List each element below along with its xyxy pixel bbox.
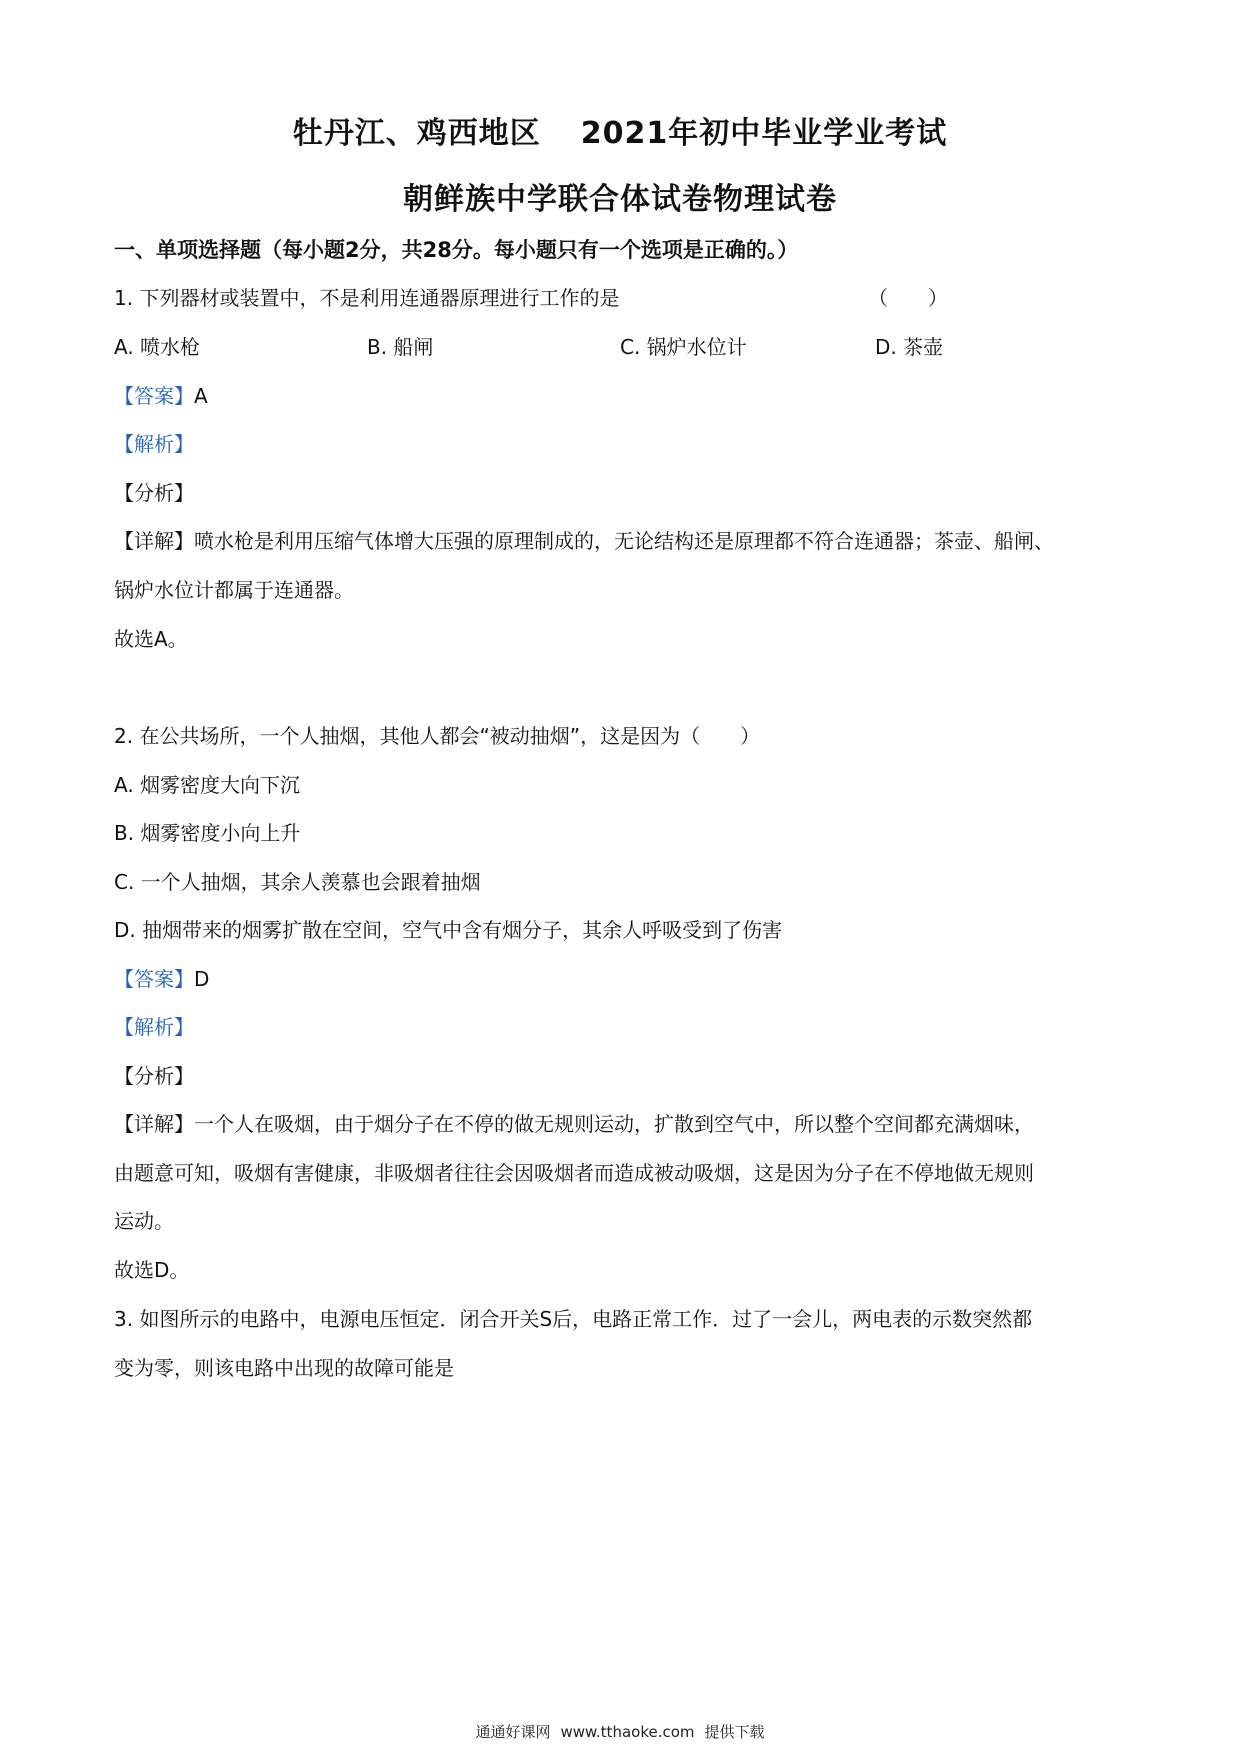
detail-tag: 【详解】 xyxy=(114,1112,194,1136)
question-1-option-c: C. 锅炉水位计 xyxy=(620,335,747,359)
page-footer xyxy=(0,1721,1240,1742)
detail-text: 喷水枪是利用压缩气体增大压强的原理制成的，无论结构还是原理都不符合连通器；茶壶、船闸、 xyxy=(194,529,1054,553)
question-2-stem: 2. 在公共场所，一个人抽烟，其他人都会“被动抽烟”，这是因为（ ） xyxy=(114,724,761,748)
question-2-option-c: C. 一个人抽烟，其余人羡慕也会跟着抽烟 xyxy=(114,870,481,894)
footer-note: 提供下载 xyxy=(704,1723,765,1741)
question-2-option-b: B. 烟雾密度小向上升 xyxy=(114,821,301,845)
question-2-fenxi-tag: 【分析】 xyxy=(114,1064,194,1088)
exam-title-region: 牡丹江、鸡西地区 xyxy=(292,116,541,151)
question-1-answer xyxy=(114,382,208,410)
question-2-detail-line-2: 由题意可知，吸烟有害健康，非吸烟者往往会因吸烟者而造成被动吸烟，这是因为分子在不停地做无规则 xyxy=(114,1161,1034,1185)
question-1-detail-line-1 xyxy=(114,527,1054,555)
detail-text: 一个人在吸烟，由于烟分子在不停的做无规则运动，扩散到空气中，所以整个空间都充满烟味， xyxy=(194,1112,1034,1136)
question-1-option-a: A. 喷水枪 xyxy=(114,335,201,359)
question-1-paren: （ ） xyxy=(868,286,948,310)
answer-value: A xyxy=(194,384,208,408)
question-3-stem-line-2: 变为零，则该电路中出现的故障可能是 xyxy=(114,1356,454,1380)
footer-url[interactable]: www.tthaoke.com xyxy=(560,1723,695,1741)
question-3-stem-line-1: 3. 如图所示的电路中，电源电压恒定．闭合开关S后，电路正常工作．过了一会儿，两电表的示数突然都 xyxy=(114,1307,1033,1331)
question-1-option-d: D. 茶壶 xyxy=(875,335,944,359)
answer-tag: 【答案】 xyxy=(114,384,194,408)
question-1-conclusion: 故选A。 xyxy=(114,627,188,651)
question-1-option-b: B. 船闸 xyxy=(367,335,434,359)
exam-title-line2: 朝鲜族中学联合体试卷物理试卷 xyxy=(403,182,837,217)
answer-value: D xyxy=(194,967,210,991)
footer-site-name: 通通好课网 xyxy=(475,1723,551,1741)
exam-title-exam: 2021年初中毕业学业考试 xyxy=(580,116,948,151)
question-2-jiexi-tag: 【解析】 xyxy=(114,1015,194,1039)
question-2-option-a: A. 烟雾密度大向下沉 xyxy=(114,773,301,797)
exam-title-line1 xyxy=(0,108,1240,152)
section-heading: 一、单项选择题（每小题2分，共28分。每小题只有一个选项是正确的。） xyxy=(114,238,799,262)
question-2-answer xyxy=(114,965,209,993)
question-1-stem: 1. 下列器材或装置中，不是利用连通器原理进行工作的是 xyxy=(114,286,620,310)
question-2-detail-line-1 xyxy=(114,1110,1034,1138)
detail-tag: 【详解】 xyxy=(114,529,194,553)
question-1-detail-line-2: 锅炉水位计都属于连通器。 xyxy=(114,578,354,602)
question-1-fenxi-tag: 【分析】 xyxy=(114,481,194,505)
question-2-conclusion: 故选D。 xyxy=(114,1258,190,1282)
question-1-jiexi-tag: 【解析】 xyxy=(114,432,194,456)
question-2-detail-line-3: 运动。 xyxy=(114,1209,174,1233)
question-2-option-d: D. 抽烟带来的烟雾扩散在空间，空气中含有烟分子，其余人呼吸受到了伤害 xyxy=(114,918,783,942)
answer-tag: 【答案】 xyxy=(114,967,194,991)
